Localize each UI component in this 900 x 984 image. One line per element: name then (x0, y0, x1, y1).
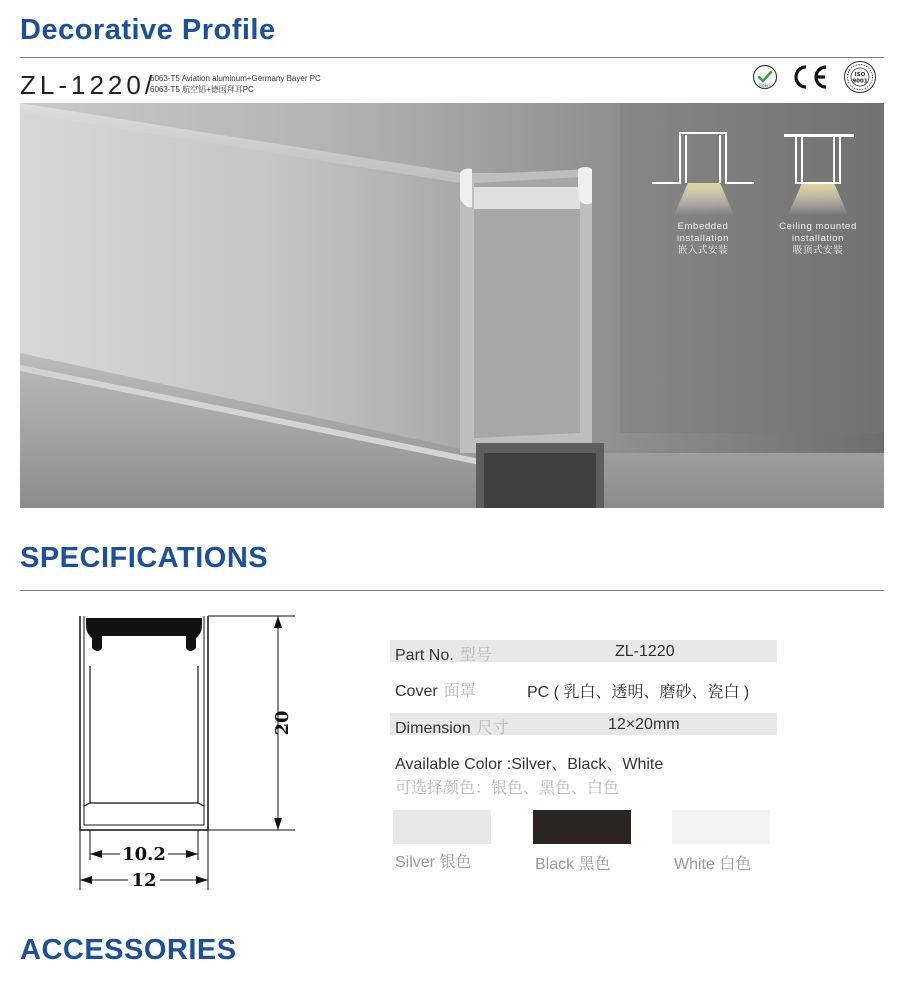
spec-row-cover (390, 676, 777, 701)
profile-render (20, 103, 884, 508)
embedded-installation-label: Embedded installation 嵌入式安装 (676, 221, 730, 256)
swatch-label-white: White 白色 (674, 856, 752, 873)
page-title: Decorative Profile (20, 14, 276, 46)
specifications-heading: SPECIFICATIONS (20, 542, 269, 574)
ceiling-mounted-label: Ceiling mounted installation 吸顶式安装 (779, 221, 857, 256)
cross-section-drawing (70, 608, 300, 898)
spec-label-cn: 型号 (459, 647, 492, 664)
swatch-label-black: Black 黑色 (535, 856, 611, 873)
spec-row-dimension (390, 713, 777, 735)
svg-text:ISO: ISO (854, 72, 866, 78)
swatch-label-silver: Silver 银色 (395, 854, 472, 871)
available-color-title-cn: 可选择颜色：银色、黑色、白色 (395, 780, 620, 797)
svg-text:9001: 9001 (852, 78, 868, 85)
material-cn: 6063-T5 航空铝+德国拜耳PC (150, 85, 254, 94)
height-dimension-label: 20 (272, 710, 293, 736)
spec-label: Part No. (395, 647, 454, 664)
color-swatch-silver (393, 810, 491, 844)
color-swatch-white (672, 810, 770, 844)
spec-value: PC ( 乳白、透明、磨砂、瓷白 ) (527, 684, 750, 701)
spec-value: ZL-1220 (615, 643, 675, 660)
spec-label-cn: 面罩 (443, 683, 476, 700)
outer-width-dimension-label: 12 (131, 870, 157, 891)
model-number: ZL-1220/ (20, 70, 157, 100)
specifications-divider (20, 590, 884, 591)
rohs-icon (752, 64, 778, 90)
color-swatch-black (533, 810, 631, 844)
material-en: 6063-T5 Aviation aluminum+Germany Bayer PC (150, 74, 321, 83)
inner-width-dimension-label: 10.2 (122, 844, 166, 865)
spec-label: Cover (395, 683, 438, 700)
rohs-text: RoHS (759, 84, 771, 89)
iso-icon (843, 60, 877, 94)
spec-value: 12×20mm (608, 716, 680, 733)
ce-icon (789, 63, 815, 89)
product-hero-image (20, 103, 884, 508)
title-divider (20, 57, 884, 58)
material-description (150, 73, 321, 95)
spec-label-cn: 尺寸 (476, 720, 509, 737)
spec-row-part-no (390, 640, 777, 662)
accessories-heading: ACCESSORIES (20, 934, 237, 966)
available-color-title: Available Color :Silver、Black、White (395, 756, 664, 773)
spec-label: Dimension (395, 720, 471, 737)
